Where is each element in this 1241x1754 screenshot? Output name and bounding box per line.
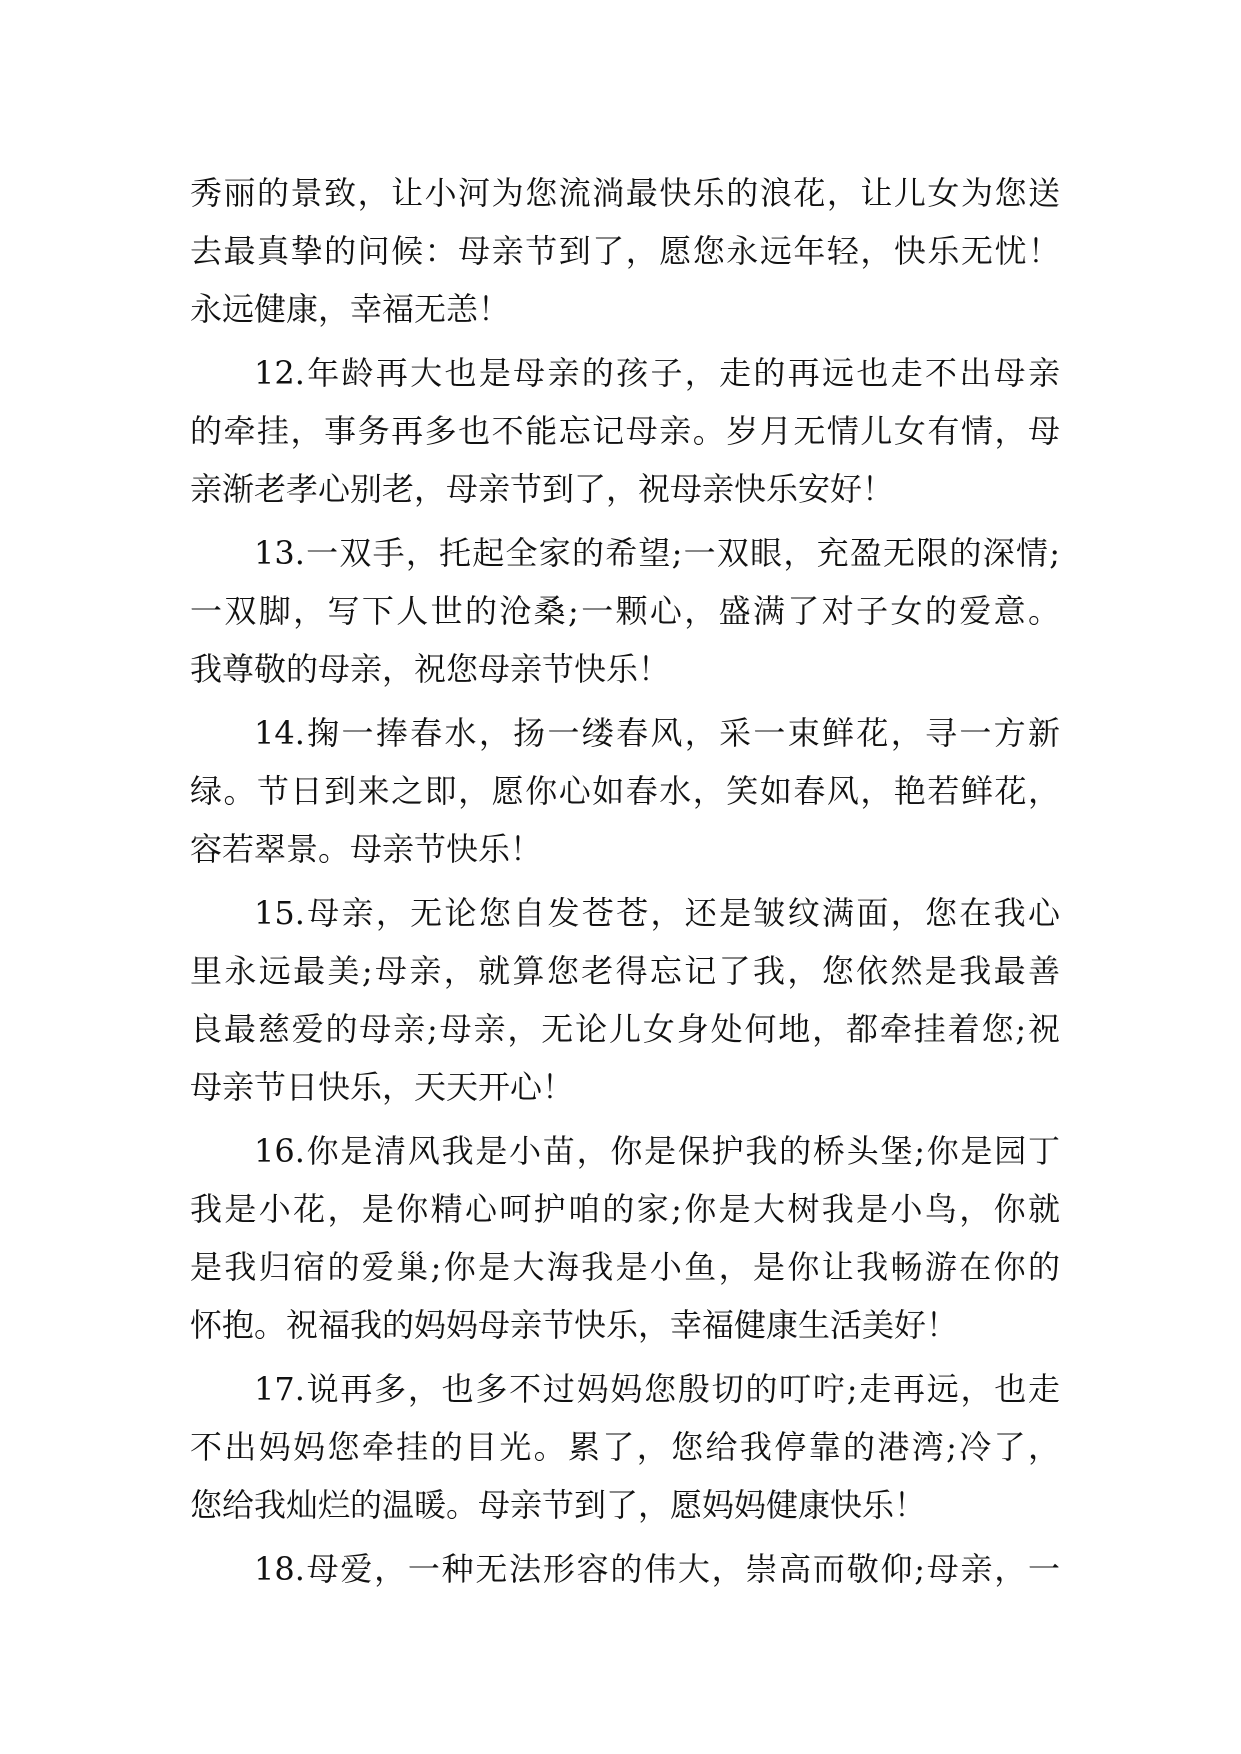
text-line: 去最真挚的问候：母亲节到了，愿您永远年轻，快乐无忧！ xyxy=(190,232,1060,270)
paragraph-12 xyxy=(190,344,1060,518)
text-line: 12.年龄再大也是母亲的孩子，走的再远也走不出母亲 xyxy=(254,354,1060,392)
text-line: 亲渐老孝心别老，母亲节到了，祝母亲快乐安好！ xyxy=(190,470,895,508)
text-line: 13.一双手，托起全家的希望;一双眼，充盈无限的深情; xyxy=(254,534,1060,572)
paragraph-18 xyxy=(190,1540,1060,1598)
paragraph-15 xyxy=(190,884,1060,1116)
text-line: 14.掬一捧春水，扬一缕春风，采一束鲜花，寻一方新 xyxy=(254,714,1060,752)
text-line: 里永远最美;母亲，就算您老得忘记了我，您依然是我最善 xyxy=(190,952,1060,990)
paragraph-continuation xyxy=(190,164,1060,338)
text-line: 15.母亲，无论您自发苍苍，还是皱纹满面，您在我心 xyxy=(254,894,1060,932)
text-line: 我是小花，是你精心呵护咱的家;你是大树我是小鸟，你就 xyxy=(190,1190,1060,1228)
text-line: 我尊敬的母亲，祝您母亲节快乐！ xyxy=(190,650,671,688)
paragraph-13 xyxy=(190,524,1060,698)
text-line: 是我归宿的爱巢;你是大海我是小鱼，是你让我畅游在你的 xyxy=(190,1248,1060,1286)
text-line: 18.母爱，一种无法形容的伟大，崇高而敬仰;母亲，一 xyxy=(254,1550,1060,1588)
text-line: 您给我灿烂的温暖。母亲节到了，愿妈妈健康快乐！ xyxy=(190,1486,927,1524)
text-line: 不出妈妈您牵挂的目光。累了，您给我停靠的港湾;冷了， xyxy=(190,1428,1060,1466)
text-line: 绿。节日到来之即，愿你心如春水，笑如春风，艳若鲜花， xyxy=(190,772,1060,810)
document-body xyxy=(190,164,1060,1604)
text-line: 永远健康，幸福无恙！ xyxy=(190,290,511,328)
text-line: 怀抱。祝福我的妈妈母亲节快乐，幸福健康生活美好！ xyxy=(190,1306,959,1344)
text-line: 一双脚，写下人世的沧桑;一颗心，盛满了对子女的爱意。 xyxy=(190,592,1060,630)
paragraph-17 xyxy=(190,1360,1060,1534)
paragraph-14 xyxy=(190,704,1060,878)
text-line: 母亲节日快乐，天天开心！ xyxy=(190,1068,575,1106)
text-line: 16.你是清风我是小苗，你是保护我的桥头堡;你是园丁 xyxy=(254,1132,1060,1170)
text-line: 秀丽的景致，让小河为您流淌最快乐的浪花，让儿女为您送 xyxy=(190,174,1060,212)
paragraph-16 xyxy=(190,1122,1060,1354)
text-line: 17.说再多，也多不过妈妈您殷切的叮咛;走再远，也走 xyxy=(254,1370,1060,1408)
text-line: 良最慈爱的母亲;母亲，无论儿女身处何地，都牵挂着您;祝 xyxy=(190,1010,1060,1048)
text-line: 容若翠景。母亲节快乐！ xyxy=(190,830,543,868)
text-line: 的牵挂，事务再多也不能忘记母亲。岁月无情儿女有情，母 xyxy=(190,412,1060,450)
